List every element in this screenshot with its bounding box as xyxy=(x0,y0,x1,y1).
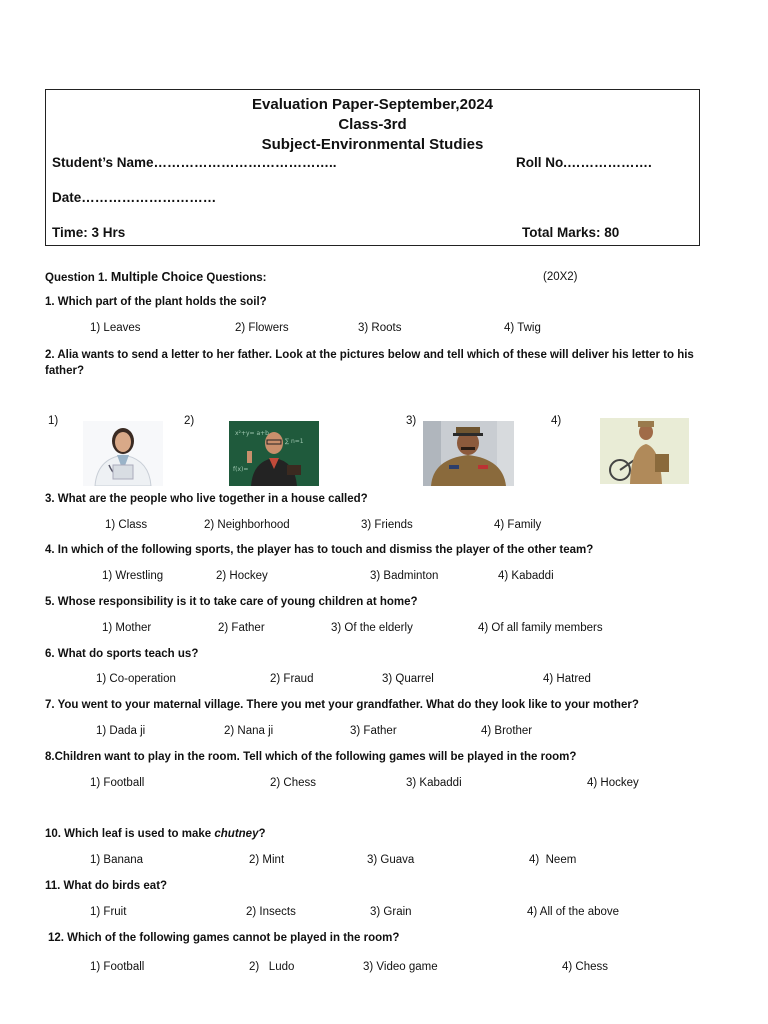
teacher-picture xyxy=(229,421,319,486)
subject-label: Subject-Environmental Studies xyxy=(261,136,484,153)
doctor-picture xyxy=(83,421,163,486)
option: 2) Chess xyxy=(270,777,317,789)
option: 1) Wrestling xyxy=(102,570,164,582)
option: 1) Co-operation xyxy=(96,673,176,685)
option: 2) Flowers xyxy=(235,322,289,334)
roll-no-field: Roll No.………………. xyxy=(516,155,652,170)
option: 2) Insects xyxy=(246,906,296,918)
paper-title: Evaluation Paper-September,2024 xyxy=(252,96,493,113)
student-name-field: Student’s Name………………………………….. xyxy=(52,155,337,170)
class-label: Class-3rd xyxy=(338,116,407,133)
question-text: 7. You went to your maternal village. There you met your grandfather. What do they look like to your mother? xyxy=(45,699,639,711)
option: 1) xyxy=(48,415,59,427)
question-text-part: 10. Which leaf is used to make xyxy=(45,828,215,840)
question-text: 2. Alia wants to send a letter to her father. Look at the pictures below and tell which of these will deliver his letter to his father? xyxy=(45,349,694,377)
question-text: 8.Children want to play in the room. Tell which of the following games will be played in the room? xyxy=(45,751,577,763)
option: 4) Kabaddi xyxy=(498,570,554,582)
option: 1) Banana xyxy=(90,854,144,866)
option: 1) Dada ji xyxy=(96,725,146,737)
date-field: Date………………………… xyxy=(52,190,217,205)
option: 1) Football xyxy=(90,777,145,789)
option: 4) Chess xyxy=(562,961,609,973)
option: 2) Neighborhood xyxy=(204,519,290,531)
section-heading xyxy=(45,270,266,284)
section-marks: (20X2) xyxy=(543,271,578,283)
option: 4) Of all family members xyxy=(478,622,603,634)
option: 3) Kabaddi xyxy=(406,777,462,789)
svg-text:x²+y= a+b: x²+y= a+b xyxy=(235,430,269,437)
question-text: 1. Which part of the plant holds the soil? xyxy=(45,296,267,308)
option: 4) Brother xyxy=(481,725,533,737)
option: 2) Father xyxy=(218,622,265,634)
option: 2) Mint xyxy=(249,854,285,866)
question-text-part: ? xyxy=(258,828,266,840)
option: 4) xyxy=(551,415,562,427)
question-text: 4. In which of the following sports, the player has to touch and dismiss the player of the other team? xyxy=(45,544,594,556)
option: 3) Guava xyxy=(367,854,415,866)
svg-text:f(x)=: f(x)= xyxy=(233,466,249,473)
question-text xyxy=(45,828,266,840)
option: 3) Father xyxy=(350,725,397,737)
question-text: 3. What are the people who live together in a house called? xyxy=(45,493,368,505)
header-box xyxy=(45,89,700,246)
option: 3) Friends xyxy=(361,519,413,531)
section-label-prefix: Question 1. xyxy=(45,272,108,284)
option: 2) xyxy=(184,415,195,427)
section-label-suffix: Questions: xyxy=(206,272,267,284)
total-marks-label: Total Marks: 80 xyxy=(522,225,620,240)
time-label: Time: 3 Hrs xyxy=(52,225,126,240)
question-text: 12. Which of the following games cannot be played in the room? xyxy=(48,932,400,944)
option: 3) Of the elderly xyxy=(331,622,413,634)
option: 2) Ludo xyxy=(249,961,295,973)
option: 3) Quarrel xyxy=(382,673,434,685)
svg-text:∑ n=1: ∑ n=1 xyxy=(285,438,304,445)
question-text: 5. Whose responsibility is it to take care of young children at home? xyxy=(45,596,418,608)
question-text: 6. What do sports teach us? xyxy=(45,648,199,660)
option: 2) Hockey xyxy=(216,570,268,582)
question-text-italic: chutney xyxy=(214,828,259,840)
postman-picture xyxy=(600,418,689,484)
option: 1) Class xyxy=(105,519,148,531)
option: 1) Mother xyxy=(102,622,152,634)
option: 1) Football xyxy=(90,961,145,973)
option: 2) Fraud xyxy=(270,673,314,685)
option: 4) Hatred xyxy=(543,673,591,685)
option: 2) Nana ji xyxy=(224,725,274,737)
option: 4) Hockey xyxy=(587,777,639,789)
option: 4) All of the above xyxy=(527,906,620,918)
section-label-mid: Multiple Choice xyxy=(110,270,204,284)
option: 1) Fruit xyxy=(90,906,127,918)
option: 4) Neem xyxy=(529,854,577,866)
option: 3) xyxy=(406,415,417,427)
police-officer-picture xyxy=(423,421,514,486)
option: 4) Family xyxy=(494,519,542,531)
option: 3) Grain xyxy=(370,906,412,918)
option: 1) Leaves xyxy=(90,322,141,334)
option: 3) Badminton xyxy=(370,570,439,582)
option: 4) Twig xyxy=(504,322,541,334)
option: 3) Roots xyxy=(358,322,402,334)
option: 3) Video game xyxy=(363,961,438,973)
question-text: 11. What do birds eat? xyxy=(45,880,168,892)
